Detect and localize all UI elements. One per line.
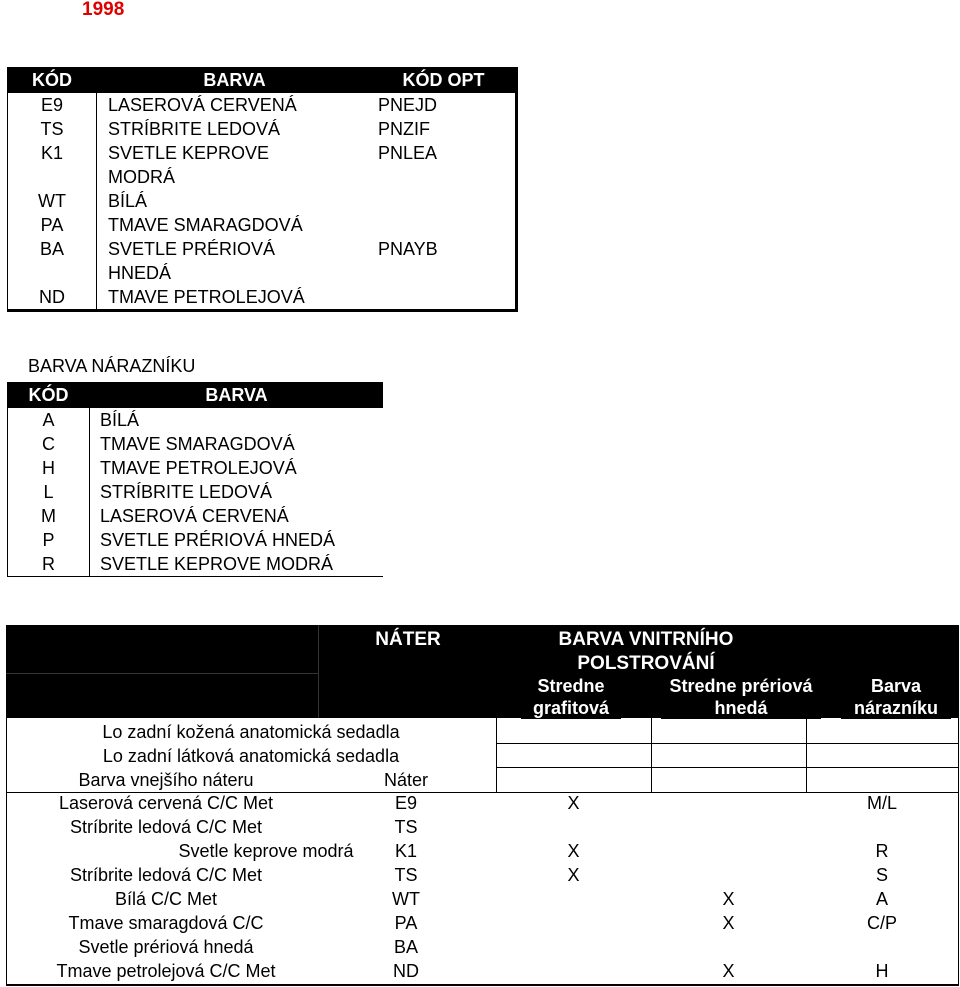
row-opt	[372, 213, 517, 237]
seat-row-cloth: Lo zadní látková anatomická sedadla	[102, 746, 400, 766]
prairie-mark: X	[722, 913, 735, 933]
row-opt: PNEJD	[378, 95, 438, 115]
prairie-mark: X	[722, 961, 735, 981]
table-row	[8, 432, 384, 456]
row-code: M	[8, 504, 90, 528]
row-color: LASEROVÁ CERVENÁ	[100, 506, 289, 526]
table-row	[8, 237, 517, 285]
row-color: STRÍBRITE LEDOVÁ	[100, 482, 273, 502]
header-divider	[318, 625, 319, 673]
header-interior-color: BARVA VNITRNÍHO POLSTROVÁNÍ	[546, 628, 746, 676]
row-code: H	[8, 456, 90, 480]
table-header-row	[8, 382, 384, 408]
header-code: KÓD	[8, 67, 97, 93]
graphite-mark: X	[567, 865, 580, 885]
paint-name: Svetle prériová hnedá	[78, 937, 254, 957]
paint-code: WT	[392, 889, 420, 909]
row-code: A	[8, 408, 90, 432]
paint-code-table	[7, 67, 518, 312]
paint-name: Stríbrite ledová C/C Met	[69, 865, 263, 885]
interior-trim-matrix	[6, 625, 959, 986]
graphite-mark: X	[567, 841, 580, 861]
paint-label: Náter	[383, 770, 428, 790]
table-row	[8, 480, 384, 504]
header-divider	[6, 673, 318, 674]
paint-name: Tmave petrolejová C/C Met	[56, 961, 276, 981]
row-opt	[372, 189, 517, 213]
table-row	[8, 285, 517, 311]
row-code: WT	[8, 189, 97, 213]
paint-name: Laserová cervená C/C Met	[58, 793, 274, 813]
grid-line	[496, 743, 959, 744]
row-color: BÍLÁ	[100, 410, 140, 430]
header-color: BARVA	[97, 67, 373, 93]
paint-code: TS	[394, 817, 418, 837]
exterior-color-label: Barva vnejšího náteru	[78, 770, 254, 790]
grid-line	[806, 718, 807, 792]
row-code: PA	[8, 213, 97, 237]
row-code: TS	[8, 117, 97, 141]
row-opt	[372, 285, 517, 311]
header-code: KÓD	[8, 382, 90, 408]
header-bumper: Barva nárazníku	[841, 675, 951, 719]
grid-line	[6, 984, 959, 986]
row-code: C	[8, 432, 90, 456]
grid-line	[651, 718, 652, 792]
paint-code: BA	[393, 937, 418, 957]
grid-line	[496, 718, 497, 792]
paint-code: PA	[394, 913, 418, 933]
header-divider	[318, 673, 319, 718]
bumper-code: R	[875, 841, 889, 861]
row-color: STRÍBRITE LEDOVÁ	[108, 119, 281, 139]
paint-name: Svetle keprove modrá	[178, 841, 354, 861]
header-graphite: Stredne grafitová	[521, 675, 621, 719]
paint-code: ND	[393, 961, 419, 981]
seat-row-leather: Lo zadní kožená anatomická sedadla	[102, 722, 400, 742]
row-color: BÍLÁ	[108, 191, 148, 211]
table-row	[8, 189, 517, 213]
table-header-row	[8, 67, 517, 93]
year-title: 1998	[82, 0, 125, 20]
row-opt: PNZIF	[378, 119, 430, 139]
table-row	[8, 117, 517, 141]
bumper-color-caption: BARVA NÁRAZNÍKU	[28, 356, 196, 376]
row-code: K1	[8, 141, 97, 189]
paint-code: TS	[394, 865, 418, 885]
bumper-code: C/P	[866, 913, 897, 933]
row-color: LASEROVÁ CERVENÁ	[108, 95, 297, 115]
header-code-opt: KÓD OPT	[372, 67, 517, 93]
row-opt: PNLEA	[378, 143, 438, 163]
table-row	[8, 213, 517, 237]
paint-code: E9	[394, 793, 418, 813]
row-code: BA	[8, 237, 97, 285]
row-code: R	[8, 552, 90, 577]
table-row	[8, 408, 384, 432]
row-color: SVETLE KEPROVE MODRÁ	[108, 143, 270, 187]
row-color: SVETLE PRÉRIOVÁ HNEDÁ	[100, 530, 336, 550]
row-color: TMAVE SMARAGDOVÁ	[108, 215, 303, 235]
graphite-mark: X	[567, 793, 580, 813]
bumper-code: M/L	[866, 793, 897, 813]
table-row	[8, 528, 384, 552]
grid-line	[958, 718, 959, 986]
row-code: E9	[8, 93, 97, 117]
row-color: SVETLE KEPROVE MODRÁ	[100, 554, 334, 574]
paint-name: Tmave smaragdová C/C	[68, 913, 264, 933]
grid-line	[496, 767, 959, 768]
paint-name: Stríbrite ledová C/C Met	[69, 817, 263, 837]
bumper-code: S	[875, 865, 888, 885]
row-code: L	[8, 480, 90, 504]
bumper-color-table	[7, 382, 383, 577]
row-color: TMAVE PETROLEJOVÁ	[108, 287, 305, 307]
paint-name: Bílá C/C Met	[114, 889, 218, 909]
paint-code: K1	[394, 841, 418, 861]
table-row	[8, 504, 384, 528]
table-row	[8, 552, 384, 577]
bumper-code: H	[875, 961, 889, 981]
header-color: BARVA	[90, 382, 384, 408]
row-code: P	[8, 528, 90, 552]
row-color: TMAVE PETROLEJOVÁ	[100, 458, 297, 478]
header-nater: NÁTER	[318, 628, 498, 652]
row-color: SVETLE PRÉRIOVÁ HNEDÁ	[108, 239, 276, 283]
row-opt: PNAYB	[378, 239, 438, 259]
table-row	[8, 456, 384, 480]
header-prairie: Stredne prériová hnedá	[661, 675, 821, 719]
prairie-mark: X	[722, 889, 735, 909]
row-code: ND	[8, 285, 97, 311]
row-color: TMAVE SMARAGDOVÁ	[100, 434, 295, 454]
table-row	[8, 141, 517, 189]
table-row	[8, 93, 517, 117]
bumper-code: A	[875, 889, 888, 909]
